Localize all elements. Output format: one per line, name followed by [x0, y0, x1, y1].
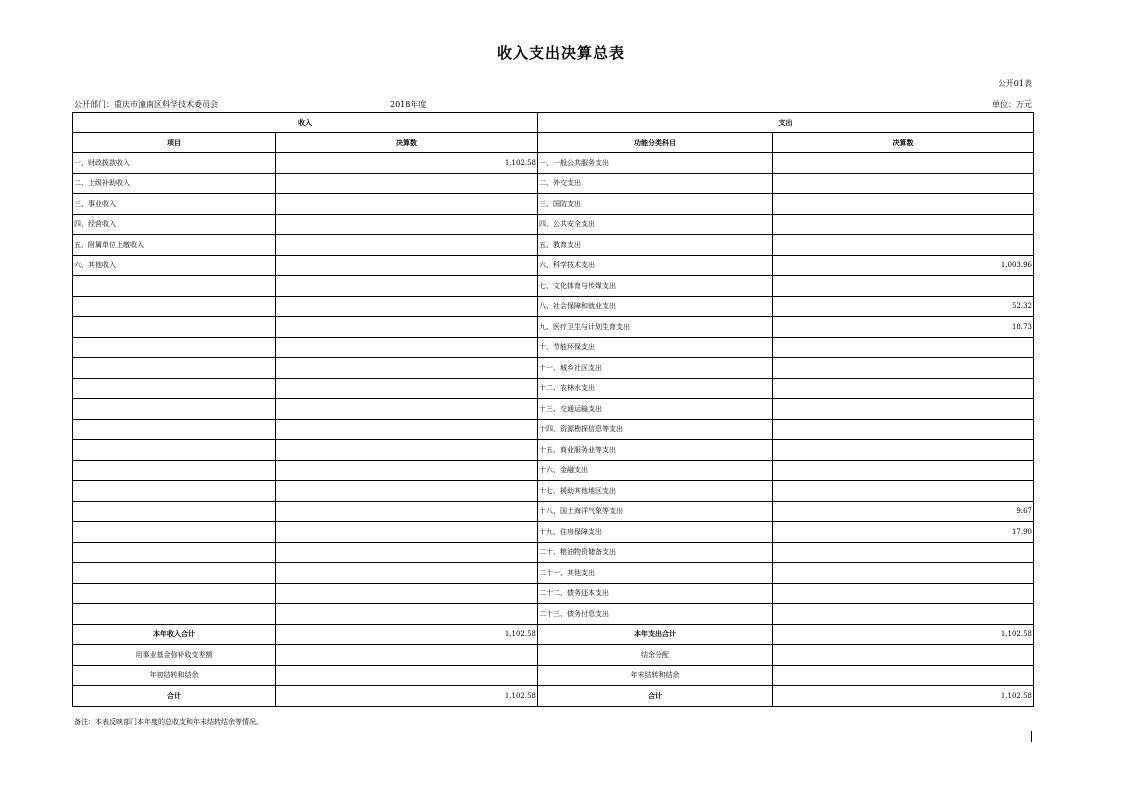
table-row: [73, 296, 1034, 317]
total-expense-amount: [773, 665, 1034, 686]
footnote: 备注：本表反映部门本年度的总收支和年末结转结余等情况。: [74, 718, 263, 726]
income-amount-cell: 1,102.58: [276, 153, 538, 174]
table-row: [73, 235, 1034, 256]
expense-amount-cell: [773, 378, 1034, 399]
amount2-header: 决算数: [773, 133, 1034, 153]
income-header: 收入: [73, 113, 538, 133]
total-row: [73, 624, 1034, 645]
expense-amount-cell: [773, 214, 1034, 235]
table-header-row: [73, 113, 1034, 133]
expense-amount-cell: [773, 583, 1034, 604]
expense-item-cell: 一、一般公共服务支出: [538, 153, 773, 174]
table-row: [73, 358, 1034, 379]
income-item-cell: [73, 563, 276, 584]
total-expense-amount: [773, 645, 1034, 666]
table-row: [73, 522, 1034, 543]
income-amount-cell: [276, 194, 538, 215]
expense-amount-cell: [773, 153, 1034, 174]
income-item-cell: 三、事业收入: [73, 194, 276, 215]
income-amount-cell: [276, 542, 538, 563]
income-item-cell: [73, 604, 276, 625]
expense-amount-cell: 18.73: [773, 317, 1034, 338]
expense-item-cell: 二十三、债务付息支出: [538, 604, 773, 625]
income-item-cell: [73, 460, 276, 481]
table-row: [73, 378, 1034, 399]
expense-amount-cell: [773, 358, 1034, 379]
total-income-label: 合计: [73, 686, 276, 707]
table-row: [73, 399, 1034, 420]
expense-item-cell: 二、外交支出: [538, 173, 773, 194]
income-item-cell: 五、附属单位上缴收入: [73, 235, 276, 256]
income-amount-cell: [276, 378, 538, 399]
expense-amount-cell: 1,003.96: [773, 255, 1034, 276]
income-item-cell: 六、其他收入: [73, 255, 276, 276]
table-row: [73, 501, 1034, 522]
total-expense-label: 结余分配: [538, 645, 773, 666]
income-item-cell: [73, 522, 276, 543]
expense-amount-cell: [773, 542, 1034, 563]
expense-amount-cell: [773, 399, 1034, 420]
fiscal-year: 2018年度: [390, 100, 427, 109]
income-amount-cell: [276, 583, 538, 604]
income-item-cell: [73, 378, 276, 399]
expense-item-cell: 十七、援助其他地区支出: [538, 481, 773, 502]
expense-amount-cell: [773, 276, 1034, 297]
expense-item-cell: 三、国防支出: [538, 194, 773, 215]
income-item-cell: [73, 440, 276, 461]
table-row: [73, 276, 1034, 297]
expense-header: 支出: [538, 113, 1034, 133]
expense-item-cell: 十五、商业服务业等支出: [538, 440, 773, 461]
total-income-label: 本年收入合计: [73, 624, 276, 645]
expense-item-cell: 五、教育支出: [538, 235, 773, 256]
income-amount-cell: [276, 296, 538, 317]
income-amount-cell: [276, 358, 538, 379]
form-number: 公开01表: [997, 79, 1032, 88]
expense-amount-cell: [773, 440, 1034, 461]
table-row: [73, 337, 1034, 358]
income-item-cell: 二、上级补助收入: [73, 173, 276, 194]
expense-amount-cell: [773, 604, 1034, 625]
table-row: [73, 583, 1034, 604]
table-row: [73, 317, 1034, 338]
income-amount-cell: [276, 460, 538, 481]
expense-item-cell: 八、社会保障和就业支出: [538, 296, 773, 317]
total-expense-label: 年末结转和结余: [538, 665, 773, 686]
total-income-amount: 1,102.58: [276, 624, 538, 645]
total-income-label: 用事业基金弥补收支差额: [73, 645, 276, 666]
income-item-cell: [73, 399, 276, 420]
income-amount-cell: [276, 214, 538, 235]
total-expense-label: 本年支出合计: [538, 624, 773, 645]
income-item-cell: 四、经营收入: [73, 214, 276, 235]
income-amount-cell: [276, 440, 538, 461]
table-row: [73, 604, 1034, 625]
expense-amount-cell: [773, 481, 1034, 502]
total-expense-amount: 1,102.58: [773, 624, 1034, 645]
expense-item-cell: 十八、国土海洋气象等支出: [538, 501, 773, 522]
expense-item-cell: 四、公共安全支出: [538, 214, 773, 235]
table-row: [73, 419, 1034, 440]
table-row: [73, 440, 1034, 461]
income-amount-cell: [276, 317, 538, 338]
total-income-amount: 1,102.58: [276, 686, 538, 707]
income-amount-cell: [276, 604, 538, 625]
income-item-cell: [73, 583, 276, 604]
income-item-cell: [73, 337, 276, 358]
total-row: [73, 686, 1034, 707]
expense-amount-cell: 52.32: [773, 296, 1034, 317]
unit-label: 单位：万元: [992, 100, 1032, 109]
table-row: [73, 194, 1034, 215]
expense-item-cell: 二十一、其他支出: [538, 563, 773, 584]
total-row: [73, 665, 1034, 686]
table-row: [73, 460, 1034, 481]
income-item-cell: [73, 481, 276, 502]
page-marker: [1031, 731, 1032, 742]
income-amount-cell: [276, 481, 538, 502]
amount-header: 决算数: [276, 133, 538, 153]
item-header: 项目: [73, 133, 276, 153]
table-row: [73, 542, 1034, 563]
income-amount-cell: [276, 563, 538, 584]
income-item-cell: [73, 358, 276, 379]
income-amount-cell: [276, 399, 538, 420]
expense-item-cell: 十六、金融支出: [538, 460, 773, 481]
income-amount-cell: [276, 522, 538, 543]
expense-item-cell: 十三、交通运输支出: [538, 399, 773, 420]
budget-summary-table: [72, 112, 1034, 707]
total-expense-amount: 1,102.58: [773, 686, 1034, 707]
expense-amount-cell: [773, 337, 1034, 358]
income-amount-cell: [276, 255, 538, 276]
expense-item-cell: 十四、资源勘探信息等支出: [538, 419, 773, 440]
expense-amount-cell: [773, 419, 1034, 440]
income-amount-cell: [276, 235, 538, 256]
total-expense-label: 合计: [538, 686, 773, 707]
expense-item-cell: 十九、住房保障支出: [538, 522, 773, 543]
income-amount-cell: [276, 337, 538, 358]
expense-item-cell: 二十、粮油物资储备支出: [538, 542, 773, 563]
income-item-cell: [73, 542, 276, 563]
func-item-header: 功能分类科目: [538, 133, 773, 153]
income-amount-cell: [276, 173, 538, 194]
expense-item-cell: 十二、农林水支出: [538, 378, 773, 399]
table-row: [73, 214, 1034, 235]
income-item-cell: [73, 296, 276, 317]
expense-item-cell: 十一、城乡社区支出: [538, 358, 773, 379]
expense-amount-cell: [773, 194, 1034, 215]
table-row: [73, 173, 1034, 194]
table-subheader-row: [73, 133, 1034, 153]
table-row: [73, 481, 1034, 502]
expense-amount-cell: 9.67: [773, 501, 1034, 522]
page-title: 收入支出决算总表: [496, 44, 625, 62]
income-amount-cell: [276, 419, 538, 440]
income-item-cell: [73, 317, 276, 338]
expense-item-cell: 九、医疗卫生与计划生育支出: [538, 317, 773, 338]
department-label: 公开部门：重庆市潼南区科学技术委员会: [74, 100, 218, 109]
table-row: [73, 255, 1034, 276]
expense-item-cell: 七、文化体育与传媒支出: [538, 276, 773, 297]
expense-item-cell: 十、节能环保支出: [538, 337, 773, 358]
expense-amount-cell: [773, 460, 1034, 481]
total-income-label: 年初结转和结余: [73, 665, 276, 686]
income-item-cell: [73, 276, 276, 297]
income-item-cell: [73, 501, 276, 522]
table-row: [73, 563, 1034, 584]
income-item-cell: 一、财政拨款收入: [73, 153, 276, 174]
table-row: [73, 153, 1034, 174]
income-amount-cell: [276, 276, 538, 297]
expense-amount-cell: [773, 235, 1034, 256]
income-amount-cell: [276, 501, 538, 522]
total-income-amount: [276, 665, 538, 686]
expense-item-cell: 六、科学技术支出: [538, 255, 773, 276]
expense-amount-cell: 17.90: [773, 522, 1034, 543]
expense-amount-cell: [773, 173, 1034, 194]
expense-amount-cell: [773, 563, 1034, 584]
total-row: [73, 645, 1034, 666]
total-income-amount: [276, 645, 538, 666]
income-item-cell: [73, 419, 276, 440]
expense-item-cell: 二十二、债务还本支出: [538, 583, 773, 604]
